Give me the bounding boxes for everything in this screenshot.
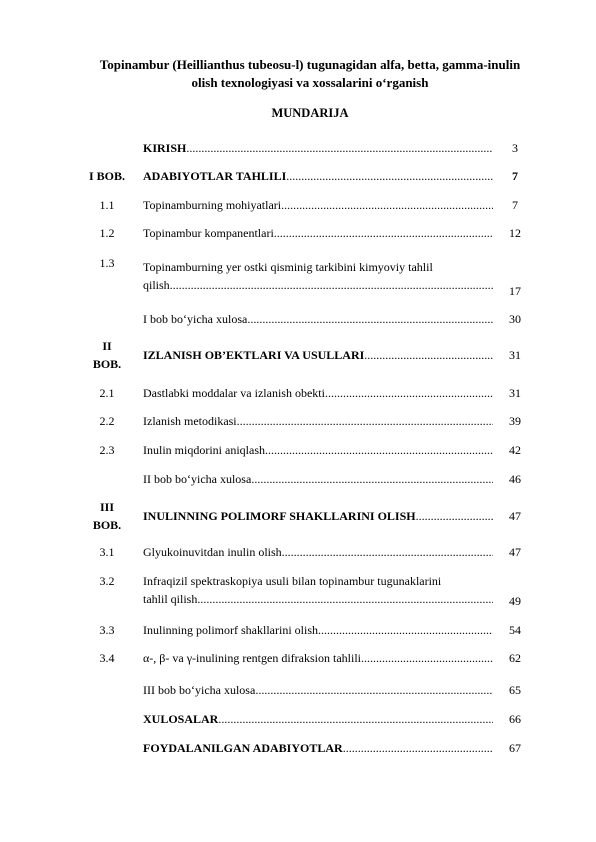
toc-number-line1: III (99, 500, 114, 514)
toc-number: 2.3 (99, 443, 115, 457)
toc-page: 54 (509, 623, 521, 637)
toc-number-line2: BOB. (92, 357, 122, 371)
toc-page: 47 (509, 509, 521, 523)
toc-number: 1.1 (99, 198, 115, 212)
toc-title: Izlanish metodikasi ..... (143, 413, 493, 429)
toc-title: Glyukoinuvitdan inulin olish ..... (143, 544, 493, 560)
toc-page: 47 (509, 545, 521, 559)
toc-number: 1.3 (99, 256, 115, 270)
toc-page: 17 (509, 284, 521, 298)
toc-title: Inulin miqdorini aniqlash ..... (143, 442, 493, 458)
toc-title: INULINNING POLIMORF SHAKLLARINI OLISH ..... (143, 508, 493, 524)
toc-title: III bob bo‘yicha xulosa ..... (143, 682, 493, 698)
toc-number: 2.1 (99, 386, 115, 400)
toc-number-line2: BOB. (92, 518, 122, 532)
toc-title-line1: Infraqizil spektraskopiya usuli bilan topinambur tugunaklarini (143, 574, 442, 588)
toc-number: 1.2 (99, 226, 115, 240)
toc-page: 42 (509, 443, 521, 457)
toc-number: 3.4 (99, 651, 115, 665)
toc-page: 31 (509, 386, 521, 400)
toc-number-line1: II (102, 339, 112, 353)
toc-page: 65 (509, 683, 521, 697)
toc-page: 30 (509, 312, 521, 326)
toc-page: 12 (509, 226, 521, 240)
toc-page: 49 (509, 594, 521, 608)
toc-title: Topinamburning mohiyatlari ..... (143, 197, 493, 213)
toc-title: IZLANISH OB’EKTLARI VA USULLARI ..... (143, 347, 493, 363)
document-title: Topinambur (Heillianthus tubeosu-l) tugunagidan alfa, betta, gamma-inulin olish texnologiyasi va xossalarini o‘rganish (99, 57, 521, 90)
toc-page: 46 (509, 472, 521, 486)
contents-heading: MUNDARIJA (271, 106, 349, 120)
toc-number: 3.3 (99, 623, 115, 637)
toc-number: I BOB. (88, 169, 125, 183)
toc-title-line2: qilish ..... (143, 277, 493, 293)
toc-number: 3.2 (99, 574, 115, 588)
toc-title: II bob bo‘yicha xulosa ..... (143, 471, 493, 487)
toc-page: 31 (509, 348, 521, 362)
toc-title: FOYDALANILGAN ADABIYOTLAR ..... (143, 740, 493, 756)
toc-page: 39 (509, 414, 521, 428)
toc-number: 3.1 (99, 545, 115, 559)
toc-title: XULOSALAR ..... (143, 711, 493, 727)
toc-title: Topinambur kompanentlari ..... (143, 225, 493, 241)
toc-page: 66 (509, 712, 521, 726)
toc-title: ADABIYOTLAR TAHLILI ..... (143, 168, 493, 184)
toc-title: KIRISH ..... (143, 140, 493, 156)
toc-title: α-, β- va γ-inulining rentgen difraksion tahlili ..... (143, 650, 493, 666)
toc-title-line2: tahlil qilish ..... (143, 591, 493, 607)
toc-title-line1: Topinamburning yer ostki qisminig tarkibini kimyoviy tahlil (143, 260, 433, 274)
toc-title: Dastlabki moddalar va izlanish obekti ..... (143, 385, 493, 401)
toc-page: 3 (512, 141, 518, 155)
toc-page: 67 (509, 741, 521, 755)
toc-page: 62 (509, 651, 521, 665)
toc-number: 2.2 (99, 414, 115, 428)
toc-page: 7 (512, 198, 518, 212)
toc-title: Inulinning polimorf shakllarini olish ..... (143, 622, 493, 638)
toc-page: 7 (512, 169, 518, 183)
toc-title: I bob bo‘yicha xulosa ..... (143, 311, 493, 327)
